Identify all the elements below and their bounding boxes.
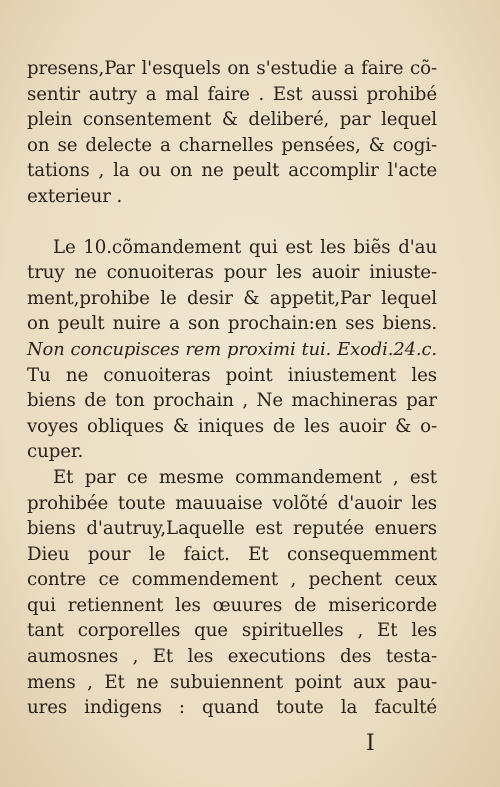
text-line: biens de ton prochain , Ne machineras par — [27, 390, 437, 412]
latin-quotation: Non concupisces rem proximi tui. Exodi.24.c. — [27, 338, 437, 360]
text-line: voyes obliques & iniques de les auoir & o- — [27, 415, 437, 437]
text-line: plein consentement & deliberé, par lequel — [27, 109, 437, 131]
text-line: Et par ce mesme commandement , est — [53, 466, 437, 488]
text-line: aumosnes , Et les executions des testa- — [27, 646, 437, 668]
text-line: Tu ne conuoiteras point iniustement les — [27, 364, 437, 386]
paragraph-gap — [27, 210, 437, 235]
text-line: ment,prohibe le desir & appetit,Par lequel — [27, 287, 437, 309]
text-line: prohibée toute mauuaise volõté d'auoir les — [27, 492, 437, 514]
text-line: presens,Par l'esquels on s'estudie a faire cõ- — [27, 58, 437, 79]
text-line: tations , la ou on ne peult accomplir l'acte — [27, 160, 437, 182]
text-line: sentir autry a mal faire . Est aussi prohibé — [27, 83, 437, 105]
text-line: truy ne conuoiteras pour les auoir iniuste- — [27, 262, 437, 284]
text-line: ures indigens : quand toute la faculté — [27, 697, 437, 719]
signature-mark: I — [366, 731, 375, 756]
text-line: contre ce commendement , pechent ceux — [27, 569, 437, 591]
text-line: exterieur . — [27, 185, 123, 207]
text-line: cuper. — [27, 441, 84, 463]
text-line: biens d'autruy,Laquelle est reputée enuers — [27, 518, 437, 540]
text-line: mens , Et ne subuiennent point aux pau- — [27, 671, 437, 693]
text-line: on peult nuire a son prochain:en ses biens. — [27, 313, 437, 335]
page-text — [27, 56, 437, 721]
text-line: Dieu pour le faict. Et consequemment — [27, 543, 437, 565]
text-line: tant corporelles que spirituelles , Et les — [27, 620, 437, 642]
text-line: on se delecte a charnelles pensées, & cogi- — [27, 134, 437, 156]
text-line: qui retiennent les œuures de misericorde — [27, 594, 437, 616]
text-line: Le 10.cõmandement qui est les biẽs d'au — [53, 236, 437, 258]
